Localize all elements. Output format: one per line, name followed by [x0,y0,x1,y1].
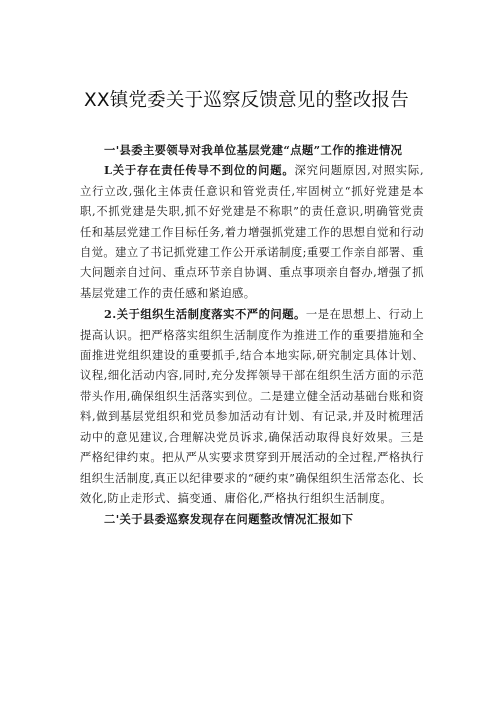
section-heading-2: 二'关于县委巡察发现存在问题整改情况汇报如下 [104,512,354,527]
document-body [80,140,424,530]
item-1-body: 深究问题原因,对照实际,立行立改,强化主体责任意识和管党责任,牢固树立“抓好党建是本职,不抓党建是失职,抓不好党建是不称职”的责任意识,明确管党责任和基层党建工作目标任务,着力增强抓党建工作的思想自觉和行动自觉。建立了书记抓党建工作公开承诺制度;重要工作亲自部署、重大问题亲自过问、重点环节亲自协调、重点事项亲自督办,增强了抓基层党建工作的责任感和紧迫感。 [80,164,424,300]
section-heading-1: 一'县委主要领导对我单位基层党建“点题”工作的推进情况 [104,143,403,157]
item-2-lead: 2.关于组织生活制度落实不严的问题。 [104,307,306,322]
item-2-body: 一是在思想上、行动上提高认识。把严格落实组织生活制度作为推进工作的重要措施和全面推进党组织建设的重要抓手,结合本地实际,研究制定具体计划、议程,细化活动内容,同时,充分发挥领导干部在组织生活方面的示范带头作用,确保组织生活落实到位。二是建立健全活动基础台账和资料,做到基层党组织和党员参加活动有计划、有记录,并及时梳理活动中的意见建议,合理解决党员诉求,确保活动取得良好效果。三是严格纪律约束。把从严从实要求贯穿到开展活动的全过程,严格执行组织生活制度,真正以纪律要求的“硬约束”确保组织生活常态化、长效化,防止走形式、搞变通、庸俗化,严格执行组织生活制度。 [80,308,424,505]
paragraph-item-2 [80,304,424,509]
item-1-lead: L关于存在责任传导不到位的问题。 [104,163,295,178]
document-title: XX镇党委关于巡察反馈意见的整改报告 [84,90,409,111]
paragraph-item-1 [80,160,424,304]
